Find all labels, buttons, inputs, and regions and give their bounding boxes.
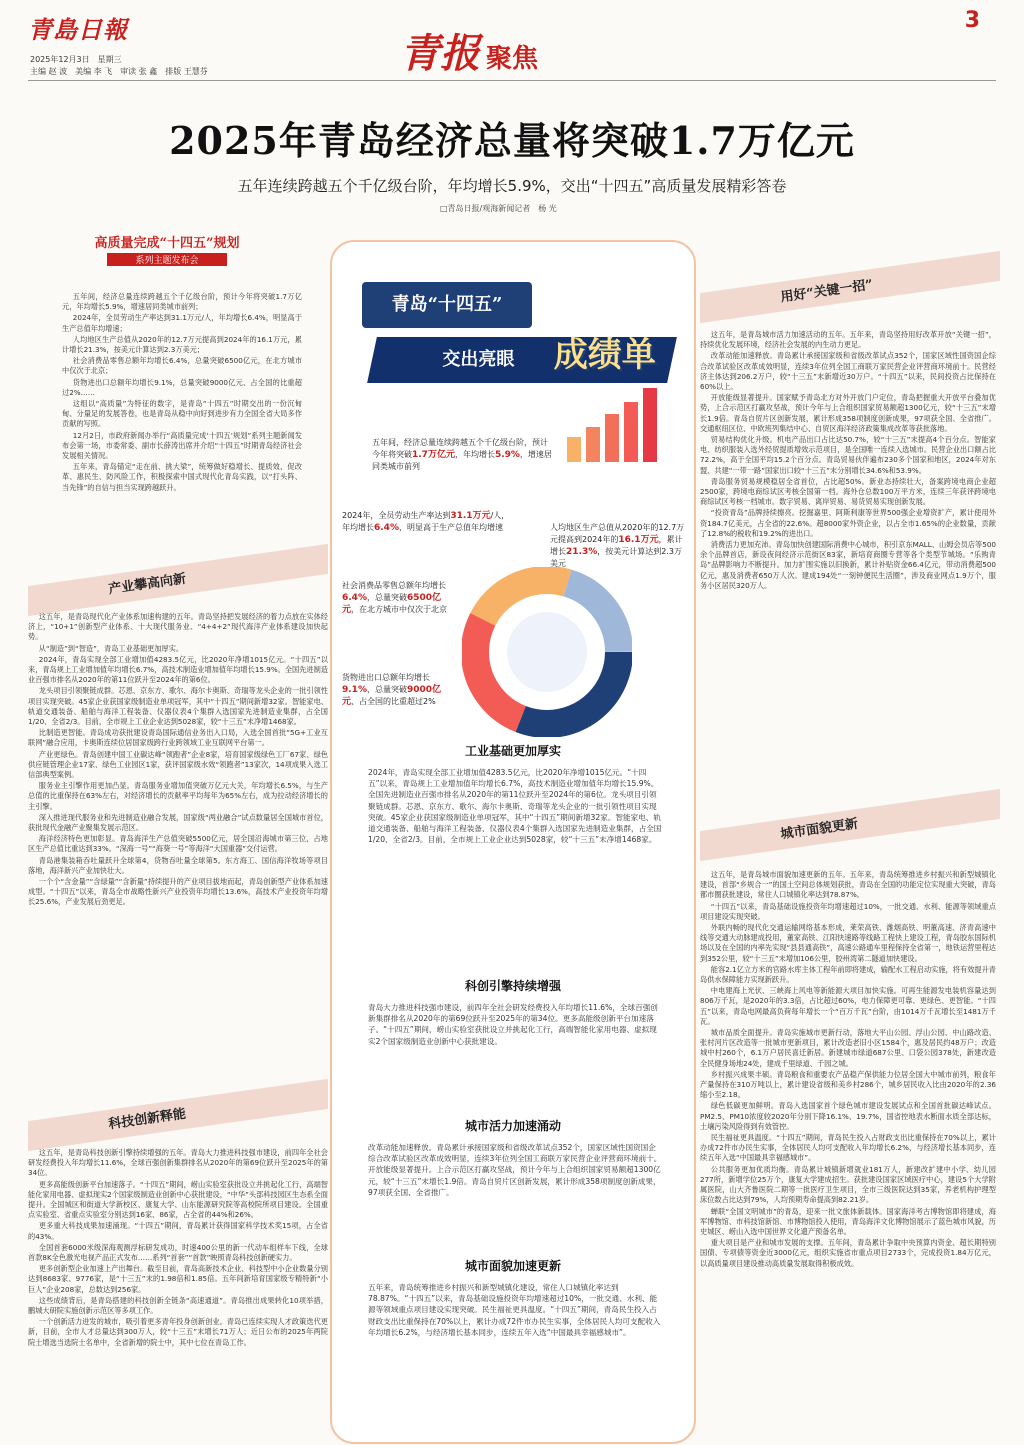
staff-line: 主编 赵 波 美编 李 飞 审读 张 鑫 排版 王慧芬: [30, 67, 208, 76]
industry-paragraph: 这五年，是青岛现代化产业体系加速构建的五年。青岛坚持把发展经济的着力点放在实体经济上，“10+1”创新型产业体系、十大现代服务业、“4+4+2”现代海洋产业体系建设加快起势。: [28, 612, 328, 642]
center-text-tech: 青岛大力推进科技强市建设，前四年全社会研发经费投入年均增长11.6%，全球百强创新集群排名从2020年的第69位跃升至2025年的第34位。更多高能级创新平台加速落子。“十四五”期间，崂山实验室获批设立并挑起化工行，高端智能化家用电器、虚拟现实2个国家级制造业创新中心获批建设。: [368, 1003, 658, 1046]
tech-paragraph: 这些成绩背后，是青岛搭建的科技创新全链条“高速通道”。青岛推出成果转化10项举措，鹏城大研院实施创新示范区等多项工作。: [28, 1295, 328, 1316]
banner-subtitle: 交出亮眼: [442, 349, 515, 370]
stat-highlight: 16.1万元: [618, 535, 659, 545]
stat-highlight: 31.1万元: [450, 511, 491, 521]
center-text-urban: 五年来，青岛统筹推进乡村振兴和新型城镇化建设，常住人口城镇化率达到78.87%。“十四五”以来，青岛基础设施投资年均增速超过10%，一批交通、水利、能源等领域重点项目建设实现突破。民生福祉更具温度。“十四五”期间，青岛民生投入占财政支出比重保持在70%以上，累计办成72件市办民生实事，全体居民人均可支配收入年均增长6.2%，与经济增长基本同步，连续五年入选“中国最具幸福感城市”。: [368, 1283, 661, 1337]
series-label: [62, 232, 272, 270]
intro-paragraph: 五年间，经济总量连续跨越五个千亿级台阶，预计今年将突破1.7万亿元，年均增长5.9%，增速居同类城市前列；: [62, 292, 302, 312]
issue-date: 2025年12月3日 星期三: [30, 55, 122, 64]
series-tag: 系列主题发布会: [107, 253, 227, 266]
stat-text: ，总量突破: [366, 593, 407, 602]
urban-paragraph: 蝉联“全国文明城市”的青岛，迎来一批文旅体新载体。国家海洋考古博物馆即将建成，海军博物馆、市科技馆新馆、市博物馆投入使用，青岛海洋文化博物馆展示了蓝色城市风貌，历史城区、崂山入选中国世界文化遗产预备名单。: [700, 1206, 996, 1236]
stat-highlight: 21.3%: [566, 547, 598, 557]
reform-paragraph: 青岛服务贸易规模稳居全省首位，占比超50%。新业态持续壮大，备案跨境电商企业超2500家，跨境电商综试区考核全国第一档。海外仓总数100万平方米，连续三年获评跨境电商综试区考核一档城市。数字贸易、离岸贸易、易货贸易实现创新发展。: [700, 476, 996, 507]
urban-paragraph: 绿色低碳更加鲜明。青岛入选国家首个绿色城市建设发展试点和全国首批碳达峰试点。PM2.5、PM10浓度较2020年分别下降16.1%、19.7%，国省控地表水断面水质全部达标，土壤污染风险得到有效管控。: [700, 1101, 996, 1131]
industry-paragraph: 一个个“含金量”“含绿量”“含新量”持续提升的产业项目拔地而起，青岛创新型产业体系加速成型。“十四五”以来，青岛全市战略性新兴产业投资年均增长13.6%，高技术产业投资年均增长25.6%，产业发展后劲更足。: [28, 877, 328, 907]
reform-paragraph: “投资青岛”品牌持续擦亮。挖掘嘉里、阿斯利康等世界500强企业增资扩产，累计使用外资184.7亿美元，占全省的22.6%。超8000家外资企业，以占全市1.65%的企业数量，贡献了12.8%的税收和19.2%的进出口。: [700, 508, 996, 538]
section-tab-industry: [28, 555, 328, 605]
urban-paragraph: “十四五”以来，青岛基础设施投资年均增速超过10%，一批交通、水利、能源等领域重点项目建设实现突破。: [700, 901, 996, 921]
stat-highlight: 1.7万亿元: [412, 450, 455, 460]
intro-paragraph: 人均地区生产总值从2020年的12.7万元提高到2024年的16.1万元，累计增长21.3%，按美元计算达到2.3万美元；: [62, 334, 302, 355]
headline: 2025年青岛经济总量将突破1.7万亿元: [169, 118, 855, 163]
stat-highlight: 9.1%: [342, 685, 367, 695]
urban-paragraph: 乡村振兴成果丰硕。青岛粮食和重要农产品稳产保供能力位居全国大中城市前列，粮食年产量保持在310万吨以上，累计建设省级和美乡村286个，城乡居民收入比由2020年的2.36缩小至2.18。: [700, 1069, 996, 1100]
urban-paragraph: 这五年，是青岛城市面貌加速更新的五年。五年来，青岛统筹推进乡村振兴和新型城镇化建设，首部“乡规合一”的国土空间总体规划获批，青岛在全国的功能定位实现重大突破，青岛都市圈获批建设，常住人口城镇化率达到78.87%。: [700, 870, 996, 900]
center-heading-urban: 城市面貌加速更新: [464, 1259, 561, 1273]
series-title: 高质量完成“十四五”规划: [94, 236, 240, 251]
urban-paragraph: 外联内畅的现代化交通运输网络基本形成，莱荣高铁、潍烟高铁、明董高速、济青高速中线等交通大动脉建成投用，董家高铁、江阳快速路等线路工程快上建设工程，青岛胶东国际机场以及在全国的内率先实现“县县通高铁”，高速公路通车里程保持全省第一，地铁运营里程达到352公里，较“十三五”末增加106公里，胶州湾第二隧道加快建设。: [700, 923, 996, 963]
subheadline: 五年连续跨越五个千亿级台阶，年均增长5.9%，交出“十四五”高质量发展精彩答卷: [237, 177, 787, 195]
intro-paragraph: 社会消费品零售总额年均增长6.4%，总量突破6500亿元，在北方城市中仅次于北京；: [62, 356, 302, 376]
bar-chart-illustration: [562, 382, 672, 462]
stat-highlight: 9000亿元: [342, 685, 442, 707]
stat-gdp: [372, 437, 552, 473]
stat-text: ，增速居同类城市前列: [372, 450, 552, 471]
illustration-bar: [586, 427, 600, 462]
stat-trade: [342, 672, 457, 708]
stat-text: 2024年，全员劳动生产率达到: [342, 511, 451, 520]
stat-highlight: 6.4%: [374, 523, 399, 533]
banner-highlight: 成绩单: [553, 335, 656, 375]
urban-paragraph: 民生福祉更具温度。“十四五”期间，青岛民生投入占财政支出比重保持在70%以上，累计办成72件市办民生实事，全体居民人均可支配收入年均增长6.2%，与经济增长基本同步，连续五年入选“中国最具幸福感城市”。: [700, 1133, 996, 1163]
industry-paragraph: 龙头项目引领聚链成群。芯恩、京东方、歌尔、海尔卡奥斯、奇瑞等龙头企业的一批引领性项目实现突破。45家企业获国家级制造业单项冠军，其中“十四五”期间新增32家。智能家电、轨道交通装备、船舶与海洋工程装备、仪器仪表4个集群入选国家先进制造业集群，占全国1/20、全省2/3。目前，全市规上工业企业达到5028家，较“十三五”末净增1468家。: [28, 686, 328, 727]
stat-text: ，按美元计算达到2.3万美元: [550, 547, 682, 568]
tech-paragraph: 更多创新型企业加速上产出舞台。截至目前，青岛高新技术企业、科技型中小企业数量分别达到8683家、9776家，是“十三五”末的1.98倍和1.85倍。五年间新培育国家级专精特新“小巨人”企业208家，总数达到256家。: [28, 1264, 328, 1294]
reform-column: [700, 330, 996, 735]
urban-paragraph: 城市品质全面提升。青岛实施城市更新行动，落地大平山公园、浮山公园、中山路改造、张村河片区改造等一批城市更新项目，累计改造老旧小区1584个，惠及居民约48万户；改造城中村260个，6.1万户居民喜迁新居。新建城市绿道687公里、口袋公园378处，新建改造全民健身场地24处，建成千里绿道、千园之城。: [700, 1028, 996, 1068]
tab-label: 科技创新释能: [107, 1106, 187, 1133]
urban-paragraph: 能容2.1亿立方米的官路水库主体工程年前即将建成，输配水工程启动实施，将有效提升青岛供水保障能力实现新跃升。: [700, 964, 996, 985]
center-heading-industry: 工业基础更加厚实: [464, 744, 561, 758]
intro-column: [62, 292, 302, 522]
industry-paragraph: 比制造更智能。青岛成功获批建设青岛国际通信业务出入口局，入选全国首批“5G+工业互联网”融合应用，卡奥斯连续位居国家级跨行业跨领域工业互联网平台第一。: [28, 728, 328, 748]
page-number: 3: [964, 8, 980, 33]
infographic-panel: [330, 240, 696, 1444]
infographic-banner-title: 青岛“十四五”: [362, 282, 532, 328]
section-brand: [400, 22, 538, 79]
industry-paragraph: 深入推进现代服务业和先进制造业融合发展，国家级“两业融合”试点数量居全国城市首位，获批现代金融产业聚集发展示范区。: [28, 812, 328, 833]
reform-paragraph: 这五年，是青岛城市活力加速活动的五年。五年来，青岛坚持用好改革开放“关键一招”，持续优化发展环境，经济社会发展的内生动力更足。: [700, 330, 996, 350]
pie-chart-illustration: [462, 567, 632, 737]
stat-text: 五年间，经济总量连续跨越五个千亿级台阶，预计今年将突破: [372, 438, 548, 459]
reform-paragraph: 贸易结构优化升级。机电产品出口占比达50.7%，较“十三五”末提高4个百分点。智能家电、纺织服装入选外经贸提质增效示范项目，是全国唯一连续入选城市。民营企业出口额占比72.2%，高于全国平均15.2个百分点。青岛贸易伙伴遍布230多个国家和地区，2024年对东盟、共建“一带一路”国家出口较“十三五”末分别增长34.6%和53.9%。: [700, 435, 996, 475]
newspaper-logo: 青島日報: [28, 15, 128, 44]
tab-label: 产业攀高向新: [107, 571, 187, 598]
stat-labor: [342, 510, 517, 534]
center-heading-vitality: 城市活力加速涌动: [464, 1119, 561, 1133]
section-tab-urban: [700, 800, 1000, 850]
industry-column: [28, 612, 328, 1122]
center-text-industry: 2024年，青岛实现全部工业增加值4283.5亿元，比2020年净增1015亿元。“十四五”以来，青岛规上工业增加值年均增长6.7%，高技术制造业增加值年均增长15.9%。全国先进制造业百强市排名从2020年的第11位跃升至2024年的第6位。龙头项目引领聚链成群。芯恩、京东方、歌尔、海尔卡奥斯、奇瑞等龙头企业的一批引领性项目实现突破。45家企业获国家级制造业单项冠军，其中“十四五”期间新增32家。智能家电、轨道交通装备、船舶与海洋工程装备、仪器仪表4个集群入选国家先进制造业集群，占全国1/20、全省2/3。目前，全市规上工业企业达到5028家，较“十三五”末净增1468家。: [368, 768, 662, 845]
tab-label: 城市面貌更新: [779, 816, 859, 843]
tech-column: [28, 1148, 328, 1438]
stat-per-capita: [550, 522, 685, 570]
stat-text: 社会消费品零售总额年均增长: [342, 581, 446, 590]
intro-paragraph: 12月2日，市政府新闻办举行“高质量完成‘十四五’规划”系列主题新闻发布会第一场，市委常委、副市长薛涛出席并介绍“十四五”时期青岛经济社会发展相关情况。: [62, 430, 302, 461]
reform-paragraph: 消费活力更加充沛。青岛加快创建国际消费中心城市，积引京东MALL、山姆会员店等500余个品牌首店，新设夜间经济示范街区83家，新培育商圈专营等各个类型节城场。“乐购青岛”品牌影响力不断提升。加力扩围实施以旧换新，累计补贴资金66.4亿元，带动消费超500亿元，惠及消费者650万人次。建成194处“一刻钟便民生活圈”，涉及商业网点1.9万个，服务小区居民320万人。: [700, 540, 996, 590]
intro-paragraph: 这组以“高质量”为特征的数字，是青岛“十四五”时期交出的一份沉甸甸、分量足的发展答卷，也是青岛从稳中向好到进步有力全国全省大局多作贡献的写照。: [62, 399, 302, 429]
industry-paragraph: 产业更绿色。青岛创建中国工业碳达峰“领跑者”企业8家，培育国家级绿色工厂67家、绿色供应链管理企业17家、绿色工业园区1家，获评国家级水效“领跑者”13家次，14项成果入选工信部典型案例。: [28, 749, 328, 780]
intro-paragraph: 2024年，全员劳动生产率达到31.1万元/人，年均增长6.4%，明显高于生产总值年均增速；: [62, 313, 302, 333]
stat-text: ，累计增长: [550, 535, 683, 556]
stat-text: 人均地区生产总值从2020年的12.7万元提高到2024年的: [550, 523, 685, 544]
section-tab-tech: [28, 1090, 328, 1140]
section-tab-reform: [700, 262, 1000, 312]
page-meta: [30, 54, 208, 78]
section-name: 聚焦: [486, 44, 539, 74]
tech-paragraph: 全国首套6000米级深海观测浮标研发成功，时速400公里的新一代动车组样车下线，全球首款8K全色激光电视产品正式发布……系列“首套”“首款”映照青岛科技创新硬实力。: [28, 1242, 328, 1263]
stat-text: 、占全国的比重超过2%: [351, 697, 436, 706]
industry-paragraph: 服务业主引擎作用更加凸显。青岛服务业增加值突破万亿元大关，年均增长6.5%，与生产总值的比重保持在63%左右，对经济增长的贡献率平均每年为65%左右，成为拉动经济增长的主引擎。: [28, 781, 328, 811]
intro-paragraph: 货物进出口总额年均增长9.1%，总量突破9000亿元、占全国的比重超过2%……: [62, 377, 302, 397]
illustration-bar: [567, 437, 581, 462]
stat-text: ，总量突破: [366, 685, 407, 694]
center-text-vitality: 改革动能加速释放。青岛累计承接国家级和省级改革试点352个，国家区域性国资国企综合改革试验区改革成效明显，连续3年位列全国工商联万家民营企业评营商环境前十。开放能级显著提升。上合示范区打赢攻坚战，预计今年与上合组织国家贸易额超1300亿元，较“十三五”末增长1.9倍。青岛自贸片区创新发展，累计形成358项制度创新成果，97项获全国、全省推广。: [368, 1143, 662, 1197]
stat-text: ，明显高于生产总值年均增速: [398, 523, 503, 532]
industry-paragraph: 青岛港集装箱吞吐量跃升全球第4，货物吞吐量全球第5。东方海工、国信海洋牧场等项目落地，海洋新兴产业加快壮大。: [28, 855, 328, 875]
stat-text: 货物进出口总额年均增长: [342, 673, 430, 682]
urban-paragraph: 中电建海上光伏、三峡海上风电等新能源大项目加快实施。可再生能源发电装机容量达到806万千瓦，是2020年的3.3倍，占比超过60%，电力保障更可靠、更绿色、更智能。“十四五”以来，青岛电网最高负荷每年增长一个“百万千瓦”台阶，由1014万千瓦增长至1481万千瓦。: [700, 986, 996, 1026]
industry-paragraph: 海洋经济特色更加彰显。青岛海洋生产总值突破5500亿元，居全国沿海城市第三位，占地区生产总值比重达到33%。“深海一号”“海葵一号”等海洋“大国重器”交付运营。: [28, 834, 328, 854]
urban-paragraph: 重大项目是产业和城市发展的支撑。五年间，青岛累计争取中央预算内资金、超长期特别国债、专项债等资金近3000亿元，组织实施省市重点项目2733个，完成投资1.84万亿元，以高质量项目建设推动高质量发展取得积极成效。: [700, 1238, 996, 1268]
stat-text: ，年均增长: [454, 450, 495, 459]
urban-paragraph: 公共服务更加优质均衡。青岛累计城镇新增就业181万人，新建改扩建中小学、幼儿园277所，新增学位25万个，康复大学建成招生。获批建设国家区域医疗中心，建设5个大学附属医院，山大齐鲁医院二期等一批医疗卫生项目，全市三级医院达到35家，养老机构护理型床位数占比达到79%，人均预期寿命提高到82.21岁。: [700, 1164, 996, 1205]
infographic-banner: [367, 337, 677, 383]
stat-text: /人，年均增长: [342, 511, 510, 532]
urban-column: [700, 870, 996, 1438]
tab-label: 用好“关键一招”: [779, 277, 874, 306]
stat-retail: [342, 580, 452, 616]
reform-paragraph: 开放能级显著提升。国家赋予青岛北方对外开放门户定位，青岛把握重大开放平台叠加优势，上合示范区打赢攻坚战，预计今年与上合组织国家贸易额超1300亿元，较“十三五”末增长1.9倍。青岛自贸片区创新发展，累计形成358项制度创新成果，97项获全国、全省推广。交通枢纽区位、中欧班列集结中心、自贸区海洋经济政策集成改革等获批落地。: [700, 393, 996, 433]
tech-paragraph: 一个创新活力迸发的城市，吸引着更多青年投身创新创业。青岛已连续实现人才政策迭代更新，目前，全市人才总量达到300万人，较“十三五”末增长71万人；近日公布的2025年两院院士增选当选院士名单中，全省新增的院士中，其中七位在青岛工作。: [28, 1317, 328, 1347]
stat-highlight: 6500亿元: [342, 593, 442, 615]
illustration-bar: [624, 402, 638, 462]
pie-center: [507, 612, 587, 692]
byline: □青岛日报/观海新闻记者 杨 光: [440, 204, 557, 213]
section-brand-mark: 青报: [400, 30, 480, 77]
illustration-bar: [605, 414, 619, 462]
industry-paragraph: 2024年，青岛实现全部工业增加值4283.5亿元，比2020年净增1015亿元。“十四五”以来，青岛规上工业增加值年均增长6.7%，高技术制造业增加值年均增长15.9%。全国先进制造业百强市排名从2020年的第11位跃升至2024年的第6位。: [28, 654, 328, 685]
illustration-bar: [643, 388, 657, 462]
stat-highlight: 5.9%: [494, 450, 520, 460]
tech-paragraph: 更多高能级创新平台加速落子。“十四五”期间，崂山实验室获批设立并挑起化工行，高端智能化家用电器、虚拟现实2个国家级制造业创新中心获批建设，“中华”头部科技园区生态系全面提升。全国城区和街道大学新校区、康复大学、山东能源研究院等高校院所项目建设。全国重点实验室、省重点实验室分别达到16家、86家，占全省的44%和26%。: [28, 1179, 328, 1220]
tech-paragraph: 更多重大科技成果加速涌现。“十四五”期间，青岛累计获得国家科学技术奖15项，占全省的43%。: [28, 1221, 328, 1241]
reform-paragraph: 改革动能加速释放。青岛累计承接国家级和省级改革试点352个，国家区域性国资国企综合改革试验区改革成效明显，连续3年位列全国工商联万家民营企业评营商环境前十。民营经济主体达到206.2万户，较“十三五”末新增近30万户。“十四五”以来，民间投资占比保持在60%以上。: [700, 351, 996, 392]
tech-paragraph: 这五年，是青岛科技创新引擎持续增强的五年。青岛大力推进科技强市建设，前四年全社会研发经费投入年均增长11.6%，全球百强创新集群排名从2020年的第69位跃升至2025年的第34位。: [28, 1148, 328, 1178]
intro-paragraph: 五年来，青岛锚定“走在前、挑大梁”，统筹做好稳增长、提质效、促改革、惠民生、防风险工作，积极探索中国式现代化青岛实践，以“打头阵、当先锋”的自信与担当实现跨越跃升。: [62, 462, 302, 492]
industry-paragraph: 从“制造”到“智造”，青岛工业基础更加厚实。: [38, 643, 184, 653]
center-heading-tech: 科创引擎持续增强: [464, 979, 561, 993]
stat-highlight: 6.4%: [342, 593, 367, 603]
stat-text: ，在北方城市中仅次于北京: [351, 605, 448, 614]
header-divider: [28, 80, 996, 81]
